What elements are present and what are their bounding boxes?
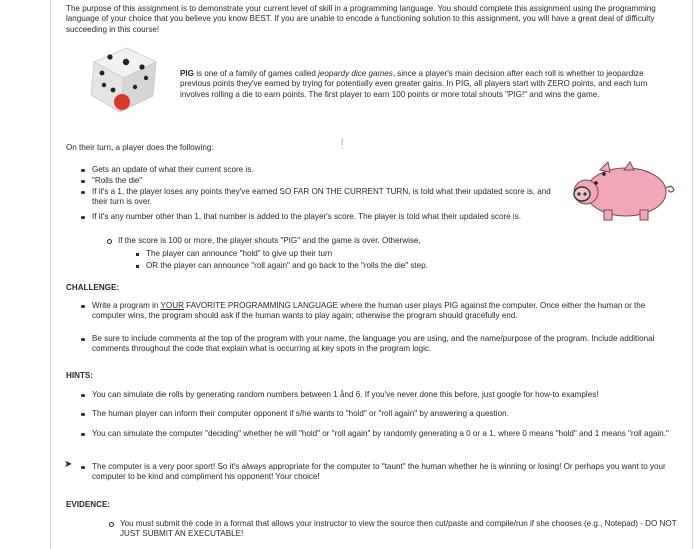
hint-taunt-post: appropriate for the computer to "taunt" the human whether he is winning or losing! Or perhaps you want to your computer to be kind and compliment his opponent! Your choice! <box>92 462 666 482</box>
challenge-your-link: YOUR <box>160 301 184 310</box>
turn-subsub-step: OR the player can announce "roll again" and go back to the "rolls the die" step. <box>146 261 586 271</box>
hint-taunt-always: always <box>241 462 267 471</box>
dice-image <box>82 40 164 118</box>
turn-step: Gets an update of what their current score is. <box>92 165 562 175</box>
pig-lead: PIG <box>180 69 194 78</box>
pig-description <box>180 69 660 100</box>
challenge-item-1 <box>92 301 672 322</box>
pig-image <box>568 158 680 226</box>
turn-step: "Rolls the die" <box>92 176 562 186</box>
evidence-heading: EVIDENCE: <box>66 500 111 509</box>
challenge-item-2: Be sure to include comments at the top of the program with your name, the language you are using, and the name/purpose of the program. Include additional comments throughout the code that explain what is occurring at key spots in the program logic. <box>92 334 672 355</box>
turn-step: If it's a 1, the player loses any points they've earned SO FAR ON THE CURRENT TURN, is told what their updated score is, and their turn is over. <box>92 187 562 208</box>
pig-text-2: , since a player's main decision after each roll is whether to jeopardize previous points they've earned by trying for potentially even greater gains. In PIG, all players start with ZERO points, and each turn involves rolling a die to earn points. The first player to earn 100 points or more total shouts "PIG!" and wins the game. <box>180 69 648 99</box>
challenge-item-1-post: FAVORITE PROGRAMMING LANGUAGE where the human user plays PIG against the computer. Once either the human or the computer wins, the program should ask if the human wants to play again; otherwise the program should gracefully end. <box>92 301 646 321</box>
turn-intro: On their turn, a player does the following: <box>66 143 214 152</box>
turn-step: If it's any number other than 1, that number is added to the player's score. The player is told what their updated score is. <box>92 212 562 222</box>
challenge-item-1-pre: Write a program in <box>92 301 161 310</box>
pig-text-1: is one of a family of games called <box>193 69 319 78</box>
hint-taunt-pre: The computer is a very poor sport! So it's <box>92 462 242 471</box>
mouse-cursor-icon: ➤ <box>64 459 73 470</box>
evidence-item: You must submit thė code in a format that allows your instructor to view the source then cut/paste and compile/run if she chooses (e.g., Notepad) - DO NOT JUST SUBMIT AN EXECUTABLE! <box>120 519 680 540</box>
hints-heading: HINTS: <box>66 371 93 380</box>
pig-jeopardy: jeopardy dice games <box>318 69 393 78</box>
hint-item-taunt <box>92 462 672 483</box>
turn-subsub-step: The player can announce "hold" to give up their turn <box>146 249 566 259</box>
hint-item: The human player can inform their computer opponent if s/he wants to "hold" or "roll again" by answering a question. <box>92 409 672 419</box>
hint-item: You can simulate die rolls by generating random numbers between 1 ånd 6. If you've never done this before, just google for how-to examples! <box>92 390 672 400</box>
cursor-mark: ! <box>340 136 345 153</box>
hint-item: You can simulate the computer "deciding" whether he will "hold" or "roll again" by randomly generating a 0 or a 1, where 0 means "hold" and 1 means "roll again." <box>92 429 672 439</box>
challenge-heading: CHALLENGE: <box>66 283 120 292</box>
turn-sub-step: If the score is 100 or more, the player shouts "PIG" and the game is over. Otherwise, <box>118 236 568 246</box>
intro-paragraph: The purpose of this assignment is to demonstrate your current level of skill in a programming language. You should complete this assignment using the programming language of your choice that you believe you know BEST. If you are unable to encode a functioning solution to this assignment, you will have a great deal of difficulty succeeding in this course! <box>66 4 656 34</box>
